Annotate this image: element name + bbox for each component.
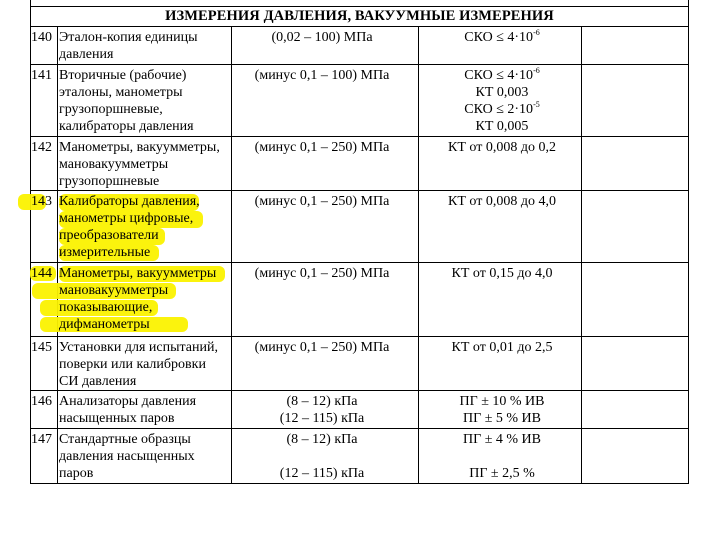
- accuracy: ПГ ± 10 % ИВ ПГ ± 5 % ИВ: [459, 394, 545, 426]
- row-number: 146: [31, 394, 52, 409]
- instrument-name: Калибраторы давления, манометры цифровые, преобразователи измерительные: [59, 194, 200, 260]
- row-divider: [30, 262, 689, 263]
- measurement-range: (8 – 12) кПа (12 – 115) кПа: [279, 432, 365, 481]
- row-number: 141: [31, 68, 52, 83]
- measurement-range: (минус 0,1 – 250) МПа: [254, 266, 390, 281]
- measurement-range: (минус 0,1 – 250) МПа: [254, 140, 390, 155]
- instrument-name: Манометры, вакуумметры, мановакуумметры грузопоршневые: [59, 140, 220, 189]
- table-border-bottom: [30, 483, 689, 484]
- instrument-name: Манометры, вакуумметры мановакуумметры показывающие, дифманометры: [59, 266, 217, 332]
- row-divider: [30, 336, 689, 337]
- measurement-range: (минус 0,1 – 250) МПа: [254, 340, 390, 355]
- accuracy: КТ от 0,01 до 2,5: [451, 340, 553, 355]
- column-divider: [57, 26, 58, 484]
- section-header: ИЗМЕРЕНИЯ ДАВЛЕНИЯ, ВАКУУМНЫЕ ИЗМЕРЕНИЯ: [165, 8, 554, 24]
- row-number: 140: [31, 30, 52, 45]
- instrument-name: Установки для испытаний, поверки или калибровки СИ давления: [59, 340, 218, 389]
- row-divider: [30, 26, 689, 27]
- measurement-range: (минус 0,1 – 100) МПа: [254, 68, 390, 83]
- accuracy: КТ от 0,008 до 4,0: [448, 194, 556, 209]
- accuracy: КТ от 0,008 до 0,2: [448, 140, 556, 155]
- measurement-range: (0,02 – 100) МПа: [271, 30, 373, 45]
- instrument-name: Вторичные (рабочие) эталоны, манометры грузопоршневые, калибраторы давления: [59, 68, 194, 134]
- row-divider: [30, 64, 689, 65]
- accuracy: ПГ ± 4 % ИВ ПГ ± 2,5 %: [463, 432, 541, 481]
- table-border-right: [688, 0, 689, 484]
- row-divider: [30, 428, 689, 429]
- row-divider: [30, 136, 689, 137]
- measurement-range: (минус 0,1 – 250) МПа: [254, 194, 390, 209]
- instrument-name: Стандартные образцы давления насыщенных паров: [59, 432, 195, 481]
- row-number: 142: [31, 140, 52, 155]
- row-divider: [30, 390, 689, 391]
- row-number: 144: [31, 266, 52, 281]
- accuracy: СКО ≤ $4\cdot 10^{-6}$: [464, 28, 540, 45]
- row-number: 147: [31, 432, 52, 447]
- instrument-name: Эталон-копия единицы давления: [59, 30, 198, 62]
- accuracy: КТ от 0,15 до 4,0: [451, 266, 553, 281]
- row-number: 145: [31, 340, 52, 355]
- instrument-name: Анализаторы давления насыщенных паров: [59, 394, 197, 426]
- accuracy: СКО ≤ $4\cdot 10^{-6}$ КТ 0,003 СКО ≤ $2\cdot 10^{-5}$ КТ 0,005: [464, 66, 540, 134]
- measurement-range: (8 – 12) кПа (12 – 115) кПа: [279, 394, 365, 426]
- document-table: [30, 0, 689, 484]
- row-number: 143: [31, 194, 52, 209]
- row-divider: [30, 190, 689, 191]
